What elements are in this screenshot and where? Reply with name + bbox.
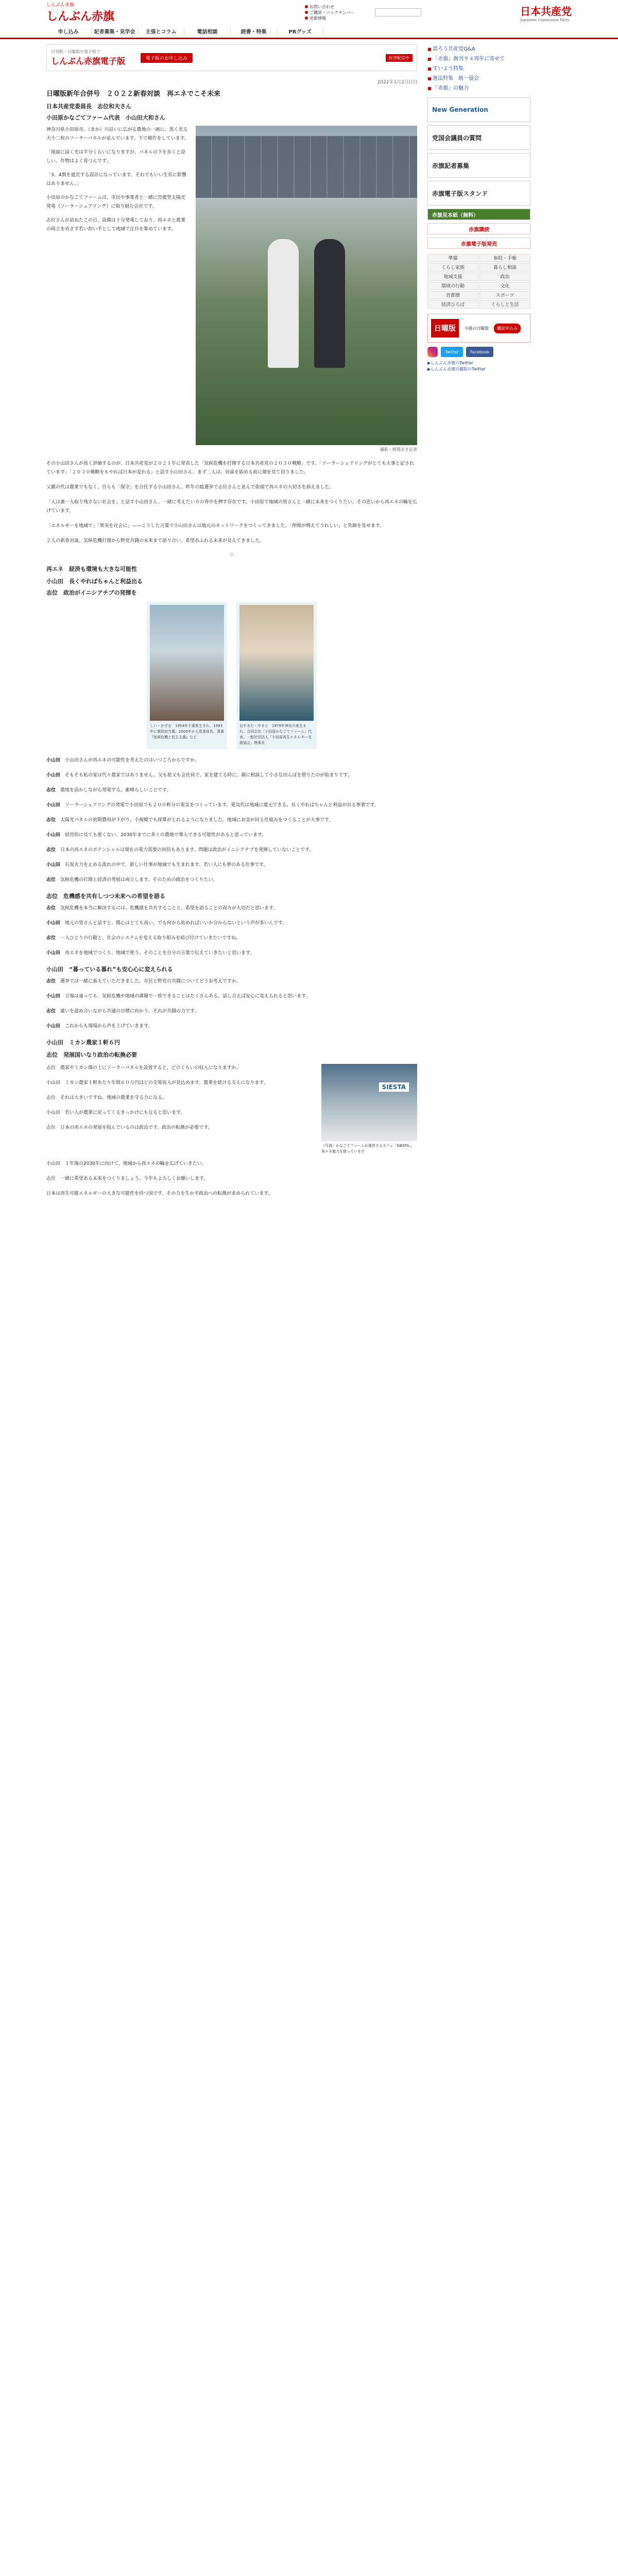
banner-digital-sale[interactable]: 赤旗電子版発売 — [427, 238, 530, 249]
banner-diet-questions[interactable]: 党国会議員の質問 — [427, 125, 530, 150]
qa-item: 志位 太陽光パネルの初期費用が下がり、小規模でも採算がとれるようになりました。地域にお金が回る仕組みをつくることが大事です。 — [46, 818, 334, 823]
sunday-edition-promo[interactable]: 日曜版 今週の日曜版 購読申込み — [427, 314, 530, 343]
sidebar-link[interactable]: ■ 「赤旗」の魅力 — [427, 83, 530, 91]
qa-item: 小山田 小山田さんが再エネの可能性を考えたのはいつごろからですか。 — [46, 758, 199, 763]
article-title: 日曜版新年合併号 ２０２２新春対談 再エネでこそ未来 — [46, 90, 221, 98]
separator: ◇ — [230, 552, 234, 557]
section-sub: 小山田 長くやればちゃんと利益出る — [46, 578, 143, 585]
section-sub: 志位 発展国いなり政治の転換必要 — [46, 1052, 137, 1058]
portrait-pair — [46, 602, 417, 749]
category-link[interactable]: 準備 — [427, 254, 478, 262]
banner-digital-stand[interactable]: 赤旗電子版スタンド — [427, 181, 530, 206]
facebook-button[interactable]: Facebook — [466, 347, 494, 357]
article-main — [46, 44, 417, 1205]
bullet-icon — [305, 16, 308, 20]
section-sub: 志位 政治がイニシアチブの発揮を — [46, 589, 137, 596]
banner-reporter-recruit[interactable]: 赤旗記者募集 — [427, 153, 530, 178]
category-link[interactable]: 参院・手帳 — [479, 254, 530, 262]
global-nav — [0, 25, 618, 39]
nav-phone[interactable]: 電話相談 — [184, 27, 231, 35]
person-figure — [268, 239, 299, 368]
banner-new-generation[interactable]: New Generation — [427, 97, 530, 122]
banner-subscribe[interactable]: 赤旗購読 — [427, 223, 530, 234]
qa-item: 志位 気候危機を本当に解決するには、危機感を共有することと、希望を語ることの両方が大切だと思います。 — [46, 906, 278, 911]
header-link-subscribe[interactable]: ご購読・バックナンバー — [305, 10, 354, 15]
article-intro: 神奈川県小田原市。（まか）川沿いに広がる農地の一画に、黒く光る大小二枚のソーラーパネルが並んでいます。下で畑作をしています。 「地面に届く光は半分くらいになりますが、パネルの下を歩くと涼しい。作物はよく育つんです」 「3、4割を遮光する設計になっています。それでもいい生育に影響はありません。」 小田原のかなごてファームは、市民や事業者と一緒に営農型太陽光発電（ソーラーシェアリング）に取り組む会社です。 志位さんが訪ねたこの日、設備は十分発電しており、再エネと農業の両立をめざす若い担い手として地域で注目を集めています。 撮影・野間あき記者 — [46, 126, 417, 452]
category-link[interactable]: 政治 — [479, 273, 530, 281]
portrait-photo — [150, 605, 224, 721]
twitter-link[interactable]: ▶しんぶん赤旗のTwitter — [427, 361, 473, 365]
sidebar-links — [427, 44, 530, 91]
category-link[interactable]: 暮らし相談 — [479, 263, 530, 272]
twitter-button[interactable]: Twitter — [441, 347, 463, 357]
qa-item: 小山田 地元の皆さんと話すと、関心はとても高い。でも何から始めればいいか分からないという声が多いんです。 — [46, 921, 287, 926]
banner-free-sample[interactable]: 赤旗見本紙（無料） — [427, 209, 530, 220]
cafe-photo — [321, 1064, 417, 1141]
sunday-edition-label: 日曜版 — [431, 319, 459, 337]
sidebar-link[interactable]: ■ 「赤旗」創刊９４周年に寄せて — [427, 54, 530, 62]
site-header — [0, 0, 618, 25]
bullet-icon — [305, 5, 308, 8]
article-body: その小山田さんが高く評価するのが、日本共産党が２０２１年に発表した「気候危機を打開する日本共産党の２０３０戦略」です。「ソーラーシェアリングがとても大事と記されています」「２０３０戦略をもやれば日本が変わる」と話す小山田さん。まず二人は、対談を始める前に畑を見て回りました。 父親の代は農業でもなく、自らも「保守」を自任する小山田さん。昨年の総選挙で志位さんと並んで街頭で再エネの大切さを訴えました。 「人は誰一人取り残さない社会を」と話す小山田さん。一緒に考えたい方の背中を押す存在です。小田原で地域の皆さんと一緒に未来をつくりたい、その思いから再エネの輪を広げています。 「エネルギーを地域で」「果実を社会に」——こうした言葉で小山田さんは地元のネットワークをつくってきました。「仲間が増えてうれしい」と笑顔を見せます。 ２人の新春対談。気候危機打開から野党共闘の未来まで語り合い、希望あふれる未来が見えてきました。 — [46, 461, 417, 544]
qa-item: 小山田 石炭火力を止める流れの中で、新しい仕事が地域でも生まれます。若い人にも夢のある仕事です。 — [46, 862, 268, 868]
qa-block — [46, 904, 417, 958]
category-link[interactable]: 文化 — [479, 282, 530, 290]
photo-caption: （写真）かなごてファームが運営するカフェ「SIESTA」。再エネ電力を使っています — [321, 1144, 415, 1154]
qa-block — [46, 977, 417, 1031]
sidebar-link[interactable]: ■ すいよう特集 — [427, 64, 530, 72]
category-link[interactable]: 地域支援 — [427, 273, 478, 281]
bullet-icon — [305, 11, 308, 14]
digital-tag: 好評配信中 — [386, 54, 413, 62]
instagram-icon[interactable] — [427, 347, 438, 357]
person-figure — [314, 239, 345, 368]
speaker-1: 日本共産党委員長 志位和夫さん — [46, 103, 131, 110]
logo-text: しんぶん赤旗 — [46, 10, 115, 23]
category-link[interactable]: 環境の行動 — [427, 282, 478, 290]
sidebar-link[interactable]: ■ 語ろう共産党Q&A — [427, 44, 530, 52]
qa-item: 志位 選挙では一緒に訴えていただきました。市民と野党の共闘についてどうお考えですか。 — [46, 979, 241, 984]
qa-item: 志位 日本の再エネのポテンシャルは現在の電力需要の何倍もあります。問題は政治がイニシアチブを発揮していないことです。 — [46, 848, 314, 853]
qa-item: 小山田 これからも現場から声を上げていきます。 — [46, 1024, 153, 1029]
section-heading: 小山田 ミカン農家１軒６円 — [46, 1039, 120, 1046]
section-heading: 再エネ 経済も環境も大きな可能性 — [46, 566, 137, 572]
qa-item: 志位 気候危機の打開と経済の発展は両立します。そのための政治をつくりたい。 — [46, 877, 218, 883]
nav-apply[interactable]: 申し込み — [45, 27, 92, 35]
nav-recruit[interactable]: 記者募集・見学会 — [92, 27, 138, 35]
digital-edition-banner[interactable]: 日刊紙・日曜版を電子版で しんぶん赤旗電子版 電子版のお申し込み 好評配信中 — [46, 44, 417, 71]
search-input[interactable] — [375, 8, 421, 16]
nav-goods[interactable]: PRグッズ — [277, 27, 323, 35]
sunday-subscribe-button[interactable]: 購読申込み — [494, 324, 521, 333]
category-grid — [427, 254, 530, 309]
logo-sub: しんぶん赤旗 — [46, 3, 75, 8]
speaker-2: 小田原かなごてファーム代表 小山田大和さん — [46, 114, 165, 121]
qa-item: 小山田 再エネを地域でつくり、地域で使う。そのことを自分の言葉で伝えていきたいと思います。 — [46, 951, 255, 956]
digital-apply-button[interactable]: 電子版のお申し込み — [141, 53, 193, 63]
category-link[interactable]: 首都圏 — [427, 291, 478, 299]
qa-item: 小山田 そもそも私の家は代々農家ではありません。父も祖父も会社員で、家を建てる時に、親に相談して小さな田んぼを借りたのが始まりです。 — [46, 773, 352, 778]
solar-panel-image — [196, 136, 417, 198]
main-photo — [196, 126, 417, 445]
qa-item: 小山田 立場は違っても、気候危機や地域の課題で一致できることはたくさんある。話し合えば安心に変えられると思います。 — [46, 994, 311, 999]
portrait-card: しい・かずお 1954年千葉県生まれ。1993年に衆院初当選。2000年から党委員長。著書『気候危機と民主主義』など — [147, 602, 227, 749]
category-link[interactable]: スポーツ — [479, 291, 530, 299]
nav-reading[interactable]: 読書・特集 — [231, 27, 277, 35]
category-link[interactable]: 経済ひろば — [427, 300, 478, 309]
siesta-block: 志位 農家やミカン畑の上にソーラーパネルを設置すると、どのくらいの収入になりますか。 小山田 ミカン農家１軒あたり年間６０万円ほどの売電収入が見込めます。農業を続ける支えになります。 志位 それは大きいですね。地域の農業を守る力になる。 小山田 若い人が農業に戻ってくるきっかけにもなると思います。 志位 日本の再エネの発展を阻んでいるのは政治です。政治の転換が必要です。 SIESTA （写真）かなごてファームが運営するカフェ「SIESTA」。再エネ電力を使っています — [46, 1064, 417, 1155]
social-links — [427, 347, 530, 357]
article-closing: 小山田 １年後の2030年に向けて、地域から再エネの輪を広げていきたい。 志位 一緒に希望ある未来をつくりましょう。今年もよろしくお願いします。 日本は再生可能エネルギーの大きな可能性を持つ国です。その力を生かす政治への転換が求められています。 — [46, 1161, 273, 1196]
qa-item: 志位 農地を活かしながら発電する。素晴らしいことです。 — [46, 788, 171, 793]
section-heading: 小山田 “暮っている暮れ”も安心心に変えられる — [46, 966, 173, 973]
header-link-updates[interactable]: 更新情報 — [305, 15, 354, 21]
category-link[interactable]: くらしと生活 — [479, 300, 530, 309]
qa-block — [46, 756, 417, 885]
twitter-link[interactable]: ▶しんぶん赤旗日曜版のTwitter — [427, 367, 486, 371]
party-logo[interactable]: 日本共産党 Japanese Communist Party — [520, 5, 572, 22]
portrait-photo — [239, 605, 314, 721]
sidebar-link[interactable]: ■ 憲法特集 統一協会 — [427, 74, 530, 81]
site-logo[interactable] — [46, 1, 114, 24]
qa-item: 小山田 経営的に見ても悪くない。2030年までに多くの農地で導入できる可能性があると思っています。 — [46, 833, 267, 838]
header-link-contact[interactable]: お問い合わせ — [305, 4, 354, 10]
header-links — [305, 4, 354, 21]
nav-editorial[interactable]: 主張とコラム — [138, 27, 184, 35]
twitter-links — [427, 360, 530, 372]
article-date: 2022年1月2日(日) — [377, 80, 417, 85]
sidebar — [427, 44, 530, 1205]
category-link[interactable]: くらし家族 — [427, 263, 478, 272]
photo-caption: 撮影・野間あき記者 — [380, 447, 417, 452]
section-heading: 志位 危機感を共有しつつ未来への希望を語る — [46, 893, 165, 900]
cafe-sign: SIESTA — [379, 1082, 409, 1092]
qa-item: 志位 違いを認め合いながら共通の目標に向かう。それが共闘の力です。 — [46, 1009, 199, 1014]
qa-item: 志位 一人ひとりの行動と、社会のシステムを変える取り組みを結び付けていきたいですね。 — [46, 936, 241, 941]
portrait-card: おやまだ・やまと 1979年神奈川県生まれ。合同会社「小田原かなごてファーム」代表。一般社団法人「小田原再生エネルギー支援協会」理事長 — [236, 602, 317, 749]
qa-item: 小山田 ソーラーシェアリングの発電で小田原でも２００軒分の電気をつくっています。電気代は地域に還元できる。長くやればちゃんと利益が出る事業です。 — [46, 803, 379, 808]
